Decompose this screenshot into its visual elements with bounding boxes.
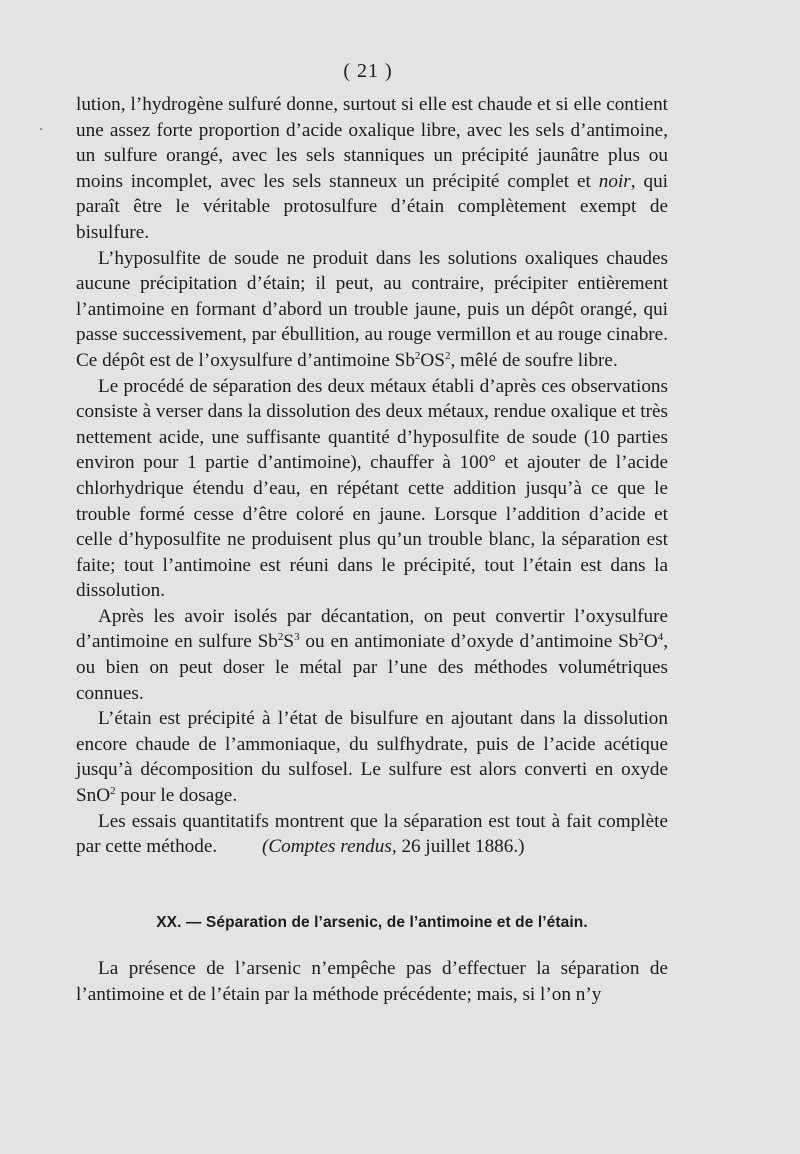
text-run: pour le dosage. bbox=[115, 785, 238, 807]
main-text bbox=[76, 92, 668, 860]
text-run: O bbox=[643, 631, 658, 653]
superscript: 4 bbox=[657, 631, 664, 644]
text-run: , mêlé de soufre libre. bbox=[450, 349, 618, 371]
paragraph bbox=[76, 809, 668, 860]
superscript: 2 bbox=[444, 349, 451, 362]
page-speck bbox=[40, 128, 42, 130]
text-run: Le procédé de séparation des deux métaux établi d’après ces observations consiste à verser dans la dissolution des deux métaux, rendue oxalique et très nettement acide, une suffisante quantité d’hyposulfite de soude (10 parties environ pour 1 partie d’antimoine), chauffer à 100° et ajouter de l’acide chlorhydrique étendu d’eau, en répétant cette addition jusqu’à ce que le trouble formé cesse d’être coloré en jaune. Lorsque l’addition d’acide et celle d’hyposulfite ne produisent plus qu’un trouble blanc, la séparation est faite; tout l’antimoine est réuni dans le précipité, tout l’étain est dans la dissolution. bbox=[76, 375, 668, 602]
text-run: ou en antimoniate d’oxyde d’antimoine Sb bbox=[299, 631, 639, 653]
text-run: OS bbox=[420, 349, 445, 371]
paragraph: La présence de l’arsenic n’empêche pas d’effectuer la séparation de l’antimoine et de l’étain par la méthode précédente; mais, si l’on n’y bbox=[76, 958, 668, 1005]
text-run: L’hyposulfite de soude ne produit dans les solutions oxaliques chaudes aucune précipitation d’étain; il peut, au contraire, précipiter entièrement l’antimoine en formant d’abord un trouble jaune, puis un dépôt orangé, qui passe successivement, par ébullition, au rouge vermillon et au rouge cinabre. Ce dépôt est de l’oxysulfure d’antimoine Sb bbox=[76, 247, 668, 371]
citation: (Comptes rendus, bbox=[261, 836, 397, 858]
page-number: ( 21 ) bbox=[343, 60, 393, 82]
paragraph bbox=[76, 604, 668, 706]
paragraph bbox=[76, 246, 668, 374]
superscript: 2 bbox=[638, 631, 644, 644]
paragraph bbox=[76, 374, 668, 604]
paragraph bbox=[76, 92, 668, 246]
italic-word: noir bbox=[598, 170, 631, 192]
superscript: 2 bbox=[414, 349, 421, 362]
superscript: 2 bbox=[277, 631, 284, 644]
text-run: , ou bien on peut doser le métal par l’une des méthodes volumétriques connues. bbox=[76, 631, 669, 704]
text-run: 26 juillet 1886.) bbox=[396, 836, 525, 858]
text-run: L’étain est précipité à l’état de bisulfure en ajoutant dans la dissolution encore chaude de l’ammoniaque, du sulfhydrate, puis de l’acide acétique jusqu’à décomposition du sulfosel. Le sulfure est alors converti en oxyde SnO bbox=[76, 708, 668, 807]
text-run: lution, l’hydrogène sulfuré donne, surtout si elle est chaude et si elle contient une assez forte proportion d’acide oxalique libre, avec les sels d’antimoine, un sulfure orangé, avec les sels stanniques un précipité jaunâtre plus ou moins incomplet, avec les sels stanneux un précipité complet et bbox=[76, 94, 668, 192]
paragraph bbox=[76, 706, 668, 808]
superscript: 3 bbox=[294, 631, 300, 644]
superscript: 2 bbox=[110, 785, 116, 798]
text-run: S bbox=[283, 631, 295, 653]
text-run: , qui paraît être le véritable protosulfure d’étain complètement exempt de bisulfure. bbox=[76, 170, 668, 243]
text-run: Après les avoir isolés par décantation, on peut convertir l’oxysulfure d’antimoine en sulfure Sb bbox=[76, 605, 668, 653]
text-run: Les essais quantitatifs montrent que la séparation est tout à fait complète par cette méthode. bbox=[76, 810, 668, 858]
section-heading: XX. — Séparation de l’arsenic, de l’antimoine et de l’étain. bbox=[156, 914, 588, 931]
section-text bbox=[76, 956, 668, 1008]
